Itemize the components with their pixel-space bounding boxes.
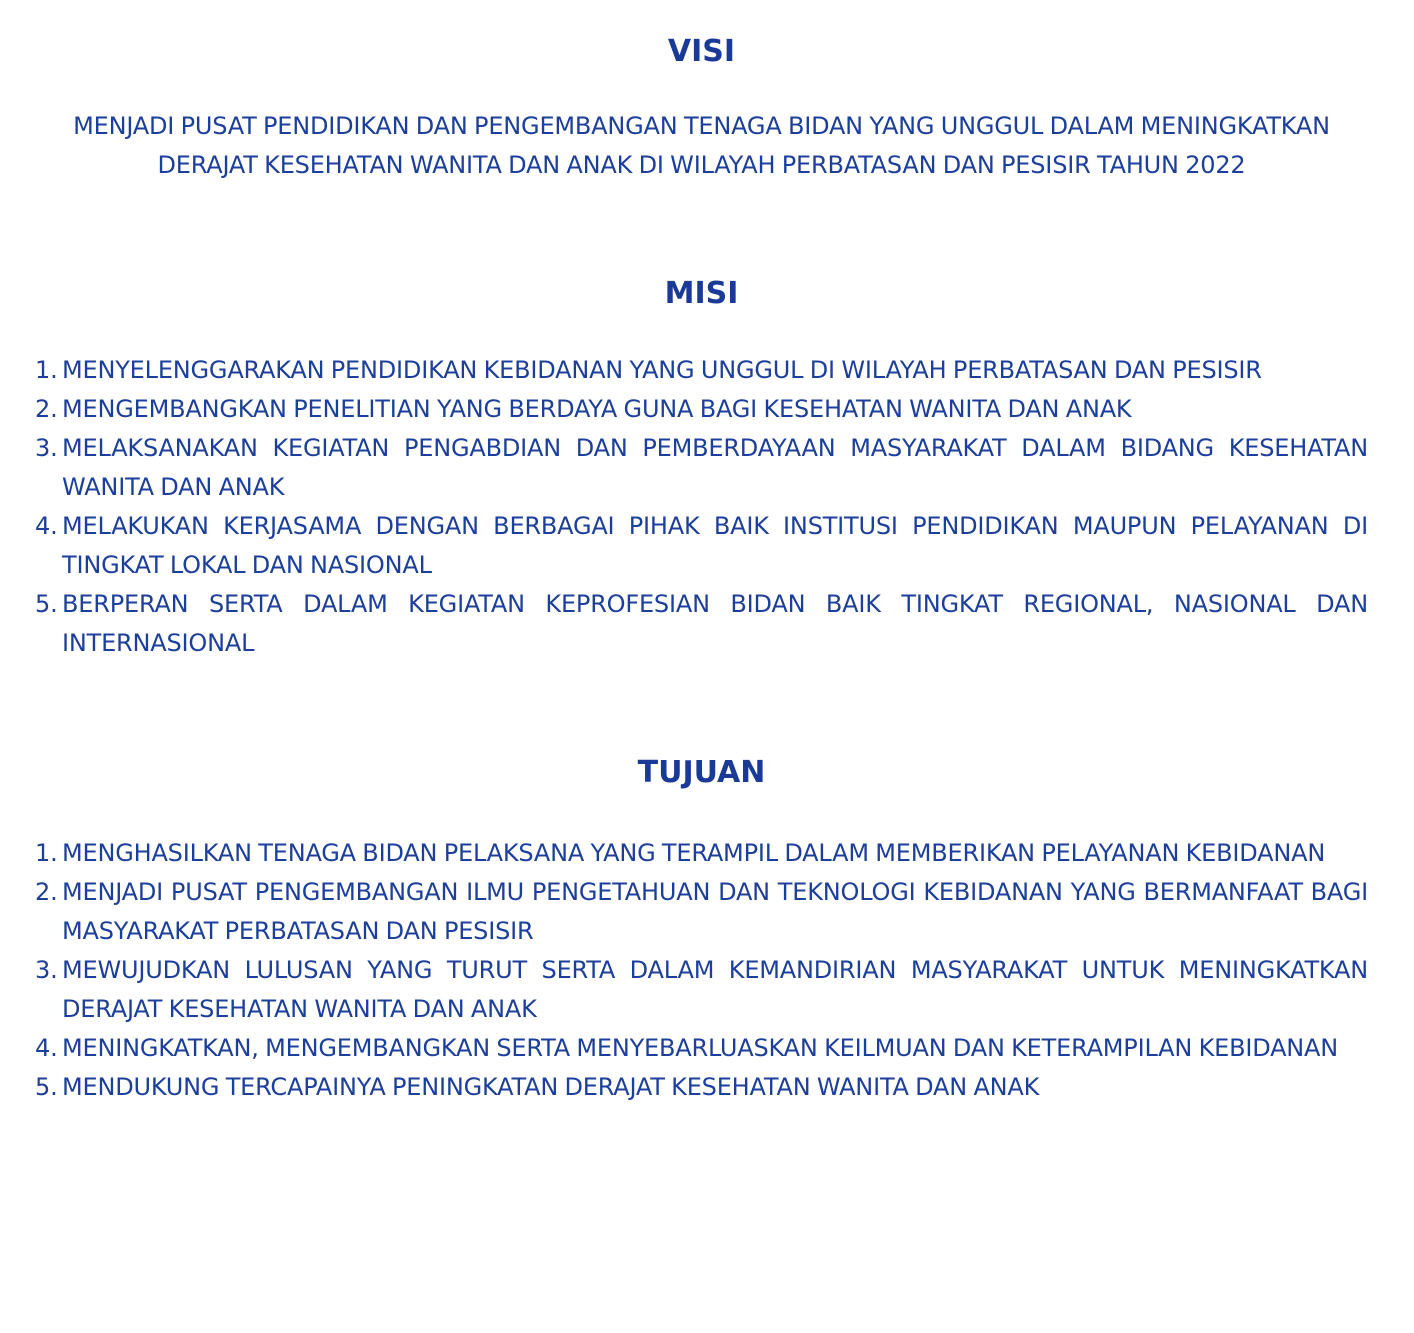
misi-item (35, 429, 1368, 507)
tujuan-item-text: MENJADI PUSAT PENGEMBANGAN ILMU PENGETAHUAN DAN TEKNOLOGI KEBIDANAN YANG BERMANFAAT BAGI MASYARAKAT PERBATASAN DAN PESISIR (62, 878, 1368, 945)
visi-text: MENJADI PUSAT PENDIDIKAN DAN PENGEMBANGAN TENAGA BIDAN YANG UNGGUL DALAM MENINGKATKAN DERAJAT KESEHATAN WANITA DAN ANAK DI WILAYAH PERBATASAN DAN PESISIR TAHUN 2022 (73, 112, 1330, 179)
tujuan-item (35, 1068, 1368, 1107)
tujuan-item-number: 4. (35, 1034, 58, 1062)
tujuan-list (35, 834, 1368, 1107)
misi-item (35, 390, 1368, 429)
tujuan-item-text: MENINGKATKAN, MENGEMBANGKAN SERTA MENYEBARLUASKAN KEILMUAN DAN KETERAMPILAN KEBIDANAN (62, 1034, 1339, 1062)
misi-item-text: MELAKUKAN KERJASAMA DENGAN BERBAGAI PIHAK BAIK INSTITUSI PENDIDIKAN MAUPUN PELAYANAN DI TINGKAT LOKAL DAN NASIONAL (62, 512, 1368, 579)
tujuan-item-text: MENDUKUNG TERCAPAINYA PENINGKATAN DERAJAT KESEHATAN WANITA DAN ANAK (62, 1073, 1040, 1101)
tujuan-item-number: 5. (35, 1073, 58, 1101)
tujuan-item-number: 3. (35, 956, 58, 984)
tujuan-title: TUJUAN (637, 755, 766, 790)
tujuan-item-text: MENGHASILKAN TENAGA BIDAN PELAKSANA YANG TERAMPIL DALAM MEMBERIKAN PELAYANAN KEBIDANAN (62, 839, 1326, 867)
tujuan-item (35, 1029, 1368, 1068)
misi-item-text: MENYELENGGARAKAN PENDIDIKAN KEBIDANAN YANG UNGGUL DI WILAYAH PERBATASAN DAN PESISIR (62, 356, 1262, 384)
misi-item (35, 351, 1368, 390)
misi-item-text: BERPERAN SERTA DALAM KEGIATAN KEPROFESIAN BIDAN BAIK TINGKAT REGIONAL, NASIONAL DAN INTERNASIONAL (62, 590, 1368, 657)
tujuan-item-number: 1. (35, 839, 58, 867)
visi-title: VISI (667, 34, 736, 69)
tujuan-item (35, 951, 1368, 1029)
misi-item-number: 4. (35, 512, 58, 540)
misi-item (35, 507, 1368, 585)
misi-item-text: MENGEMBANGKAN PENELITIAN YANG BERDAYA GUNA BAGI KESEHATAN WANITA DAN ANAK (62, 395, 1132, 423)
misi-item-number: 3. (35, 434, 58, 462)
misi-list (35, 351, 1368, 663)
misi-item-number: 5. (35, 590, 58, 618)
misi-item-text: MELAKSANAKAN KEGIATAN PENGABDIAN DAN PEMBERDAYAAN MASYARAKAT DALAM BIDANG KESEHATAN WANITA DAN ANAK (62, 434, 1368, 501)
tujuan-item-number: 2. (35, 878, 58, 906)
tujuan-item-text: MEWUJUDKAN LULUSAN YANG TURUT SERTA DALAM KEMANDIRIAN MASYARAKAT UNTUK MENINGKATKAN DERAJAT KESEHATAN WANITA DAN ANAK (62, 956, 1368, 1023)
misi-item-number: 2. (35, 395, 58, 423)
tujuan-item (35, 873, 1368, 951)
misi-item (35, 585, 1368, 663)
misi-item-number: 1. (35, 356, 58, 384)
tujuan-item (35, 834, 1368, 873)
misi-title: MISI (664, 276, 739, 311)
